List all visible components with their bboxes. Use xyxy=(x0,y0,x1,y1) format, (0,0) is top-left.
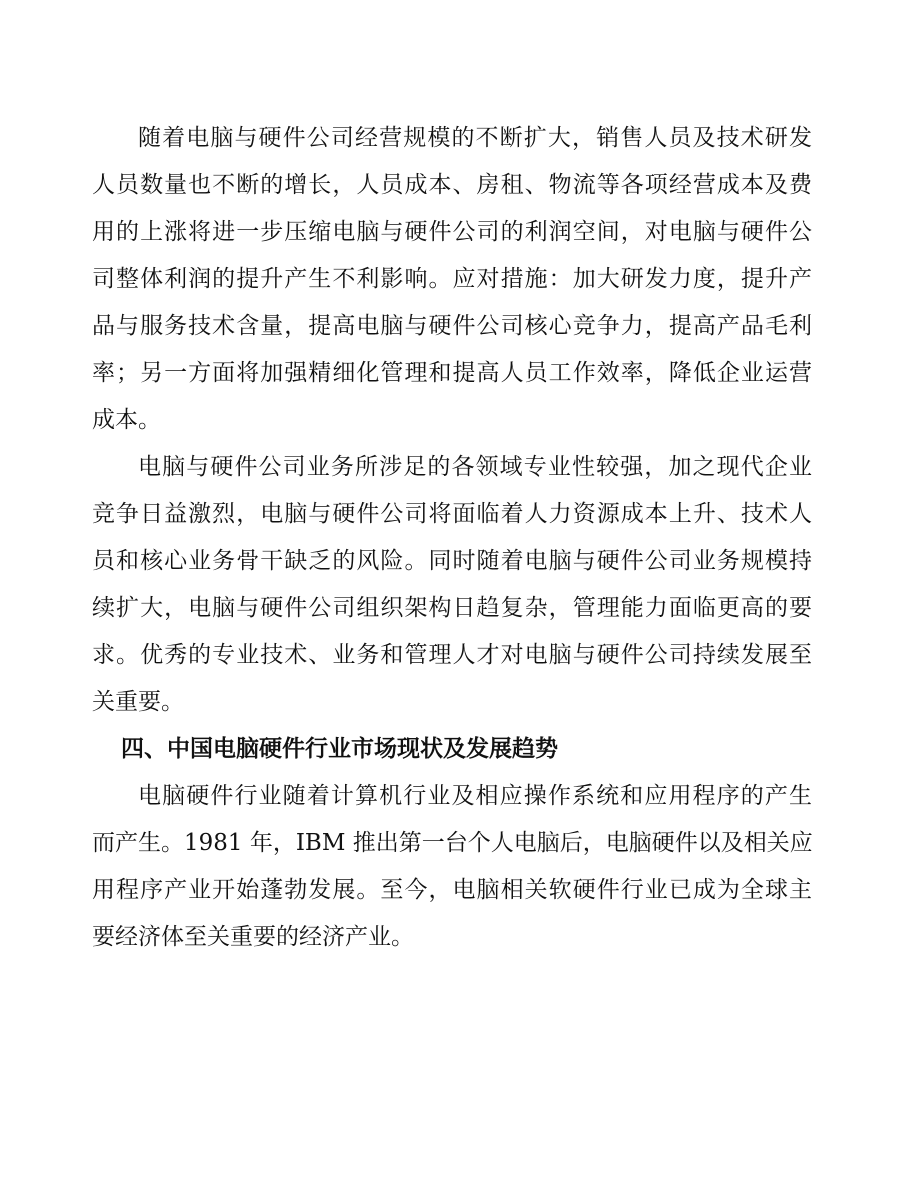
paragraph-2-line-2: 竞争日益激烈，电脑与硬件公司将面临着人力资源成本上升、技术人 xyxy=(92,501,812,527)
paragraph-2-line-1: 电脑与硬件公司业务所涉足的各领域专业性较强，加之现代企业 xyxy=(138,454,812,480)
section-heading: 四、中国电脑硬件行业市场现状及发展趋势 xyxy=(121,736,558,762)
section-paragraph-line-1: 电脑硬件行业随着计算机行业及相应操作系统和应用程序的产生 xyxy=(138,783,812,809)
paragraph-1-line-2: 人员数量也不断的增长，人员成本、房租、物流等各项经营成本及费 xyxy=(92,172,812,198)
paragraph-2-line-6: 关重要。 xyxy=(92,689,184,715)
paragraph-1-line-7: 成本。 xyxy=(92,407,161,433)
section-paragraph-line-2: 而产生。1981 年，IBM 推出第一台个人电脑后，电脑硬件以及相关应 xyxy=(92,830,813,856)
paragraph-2-line-3: 员和核心业务骨干缺乏的风险。同时随着电脑与硬件公司业务规模持 xyxy=(92,548,812,574)
paragraph-2-line-5: 求。优秀的专业技术、业务和管理人才对电脑与硬件公司持续发展至 xyxy=(92,642,812,668)
paragraph-1-line-3: 用的上涨将进一步压缩电脑与硬件公司的利润空间，对电脑与硬件公 xyxy=(92,219,812,245)
section-paragraph-line-3: 用程序产业开始蓬勃发展。至今，电脑相关软硬件行业已成为全球主 xyxy=(92,877,812,903)
paragraph-1-line-4: 司整体利润的提升产生不利影响。应对措施：加大研发力度，提升产 xyxy=(92,266,812,292)
section-paragraph-line-4: 要经济体至关重要的经济产业。 xyxy=(92,924,414,950)
paragraph-2-line-4: 续扩大，电脑与硬件公司组织架构日趋复杂，管理能力面临更高的要 xyxy=(92,595,812,621)
paragraph-1-line-6: 率；另一方面将加强精细化管理和提高人员工作效率，降低企业运营 xyxy=(92,360,812,386)
paragraph-1-line-1: 随着电脑与硬件公司经营规模的不断扩大，销售人员及技术研发 xyxy=(138,125,812,151)
paragraph-1-line-5: 品与服务技术含量，提高电脑与硬件公司核心竞争力，提高产品毛利 xyxy=(92,313,812,339)
